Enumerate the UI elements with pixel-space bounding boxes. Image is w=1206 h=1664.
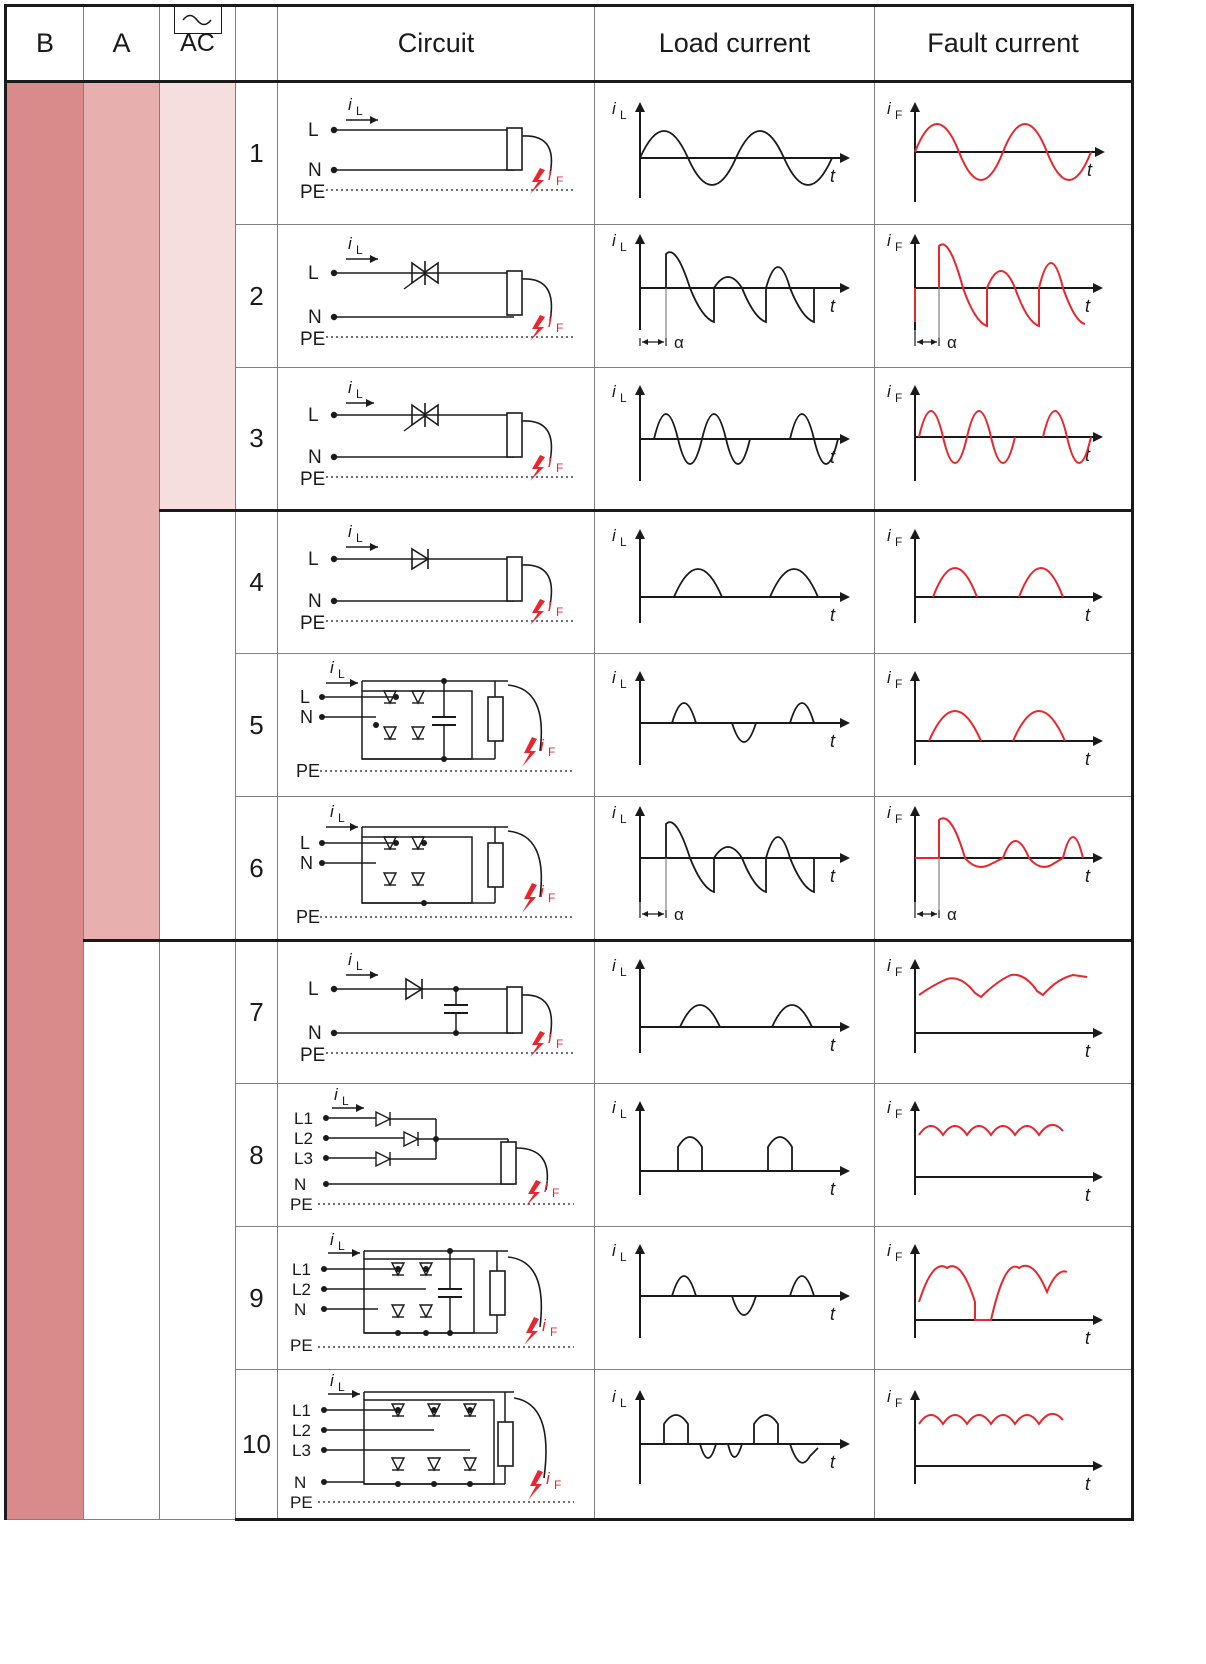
svg-text:F: F (895, 812, 903, 826)
load-current-8 (595, 1084, 875, 1227)
header-circuit: Circuit (278, 6, 595, 82)
svg-text:i: i (611, 1241, 616, 1260)
fault-current-3 (875, 368, 1133, 511)
svg-text:i: i (546, 1469, 550, 1488)
svg-text:L2: L2 (292, 1280, 311, 1299)
svg-text:F: F (556, 1036, 564, 1051)
svg-text:t: t (829, 1304, 835, 1324)
svg-text:F: F (895, 1250, 903, 1264)
svg-text:F: F (895, 1107, 903, 1121)
svg-text:i: i (611, 803, 616, 822)
svg-text:i: i (334, 1085, 338, 1104)
row-number: 3 (236, 368, 278, 511)
svg-text:F: F (556, 604, 564, 619)
svg-text:PE: PE (290, 1195, 313, 1214)
svg-text:i: i (540, 736, 544, 755)
svg-text:t: t (829, 866, 835, 886)
svg-text:L: L (300, 687, 311, 707)
alpha-label: α (947, 905, 957, 924)
svg-text:L: L (356, 530, 363, 545)
svg-text:i: i (548, 312, 552, 331)
svg-text:L: L (619, 677, 627, 691)
fault-current-8 (875, 1084, 1133, 1227)
svg-text:L: L (619, 1250, 627, 1264)
svg-text:F: F (895, 534, 903, 549)
circuit-diagram-2 (278, 225, 595, 368)
svg-text:t: t (1085, 749, 1091, 769)
header-row-number (236, 6, 278, 82)
svg-text:L: L (338, 667, 345, 681)
svg-text:L: L (356, 958, 363, 973)
svg-text:i: i (548, 595, 552, 615)
svg-text:i: i (330, 1371, 334, 1390)
svg-text:N: N (294, 1175, 307, 1194)
svg-text:i: i (611, 668, 616, 687)
svg-text:t: t (829, 731, 835, 751)
type-b-column (6, 82, 84, 1520)
svg-text:N: N (300, 853, 313, 873)
svg-text:t: t (1085, 296, 1091, 316)
svg-text:F: F (556, 173, 564, 188)
svg-text:F: F (895, 107, 903, 122)
load-current-5 (595, 654, 875, 797)
svg-text:L2: L2 (294, 1129, 313, 1148)
svg-text:L: L (338, 1239, 345, 1253)
svg-text:F: F (550, 1325, 558, 1339)
svg-text:F: F (895, 390, 903, 405)
svg-text:PE: PE (300, 468, 326, 490)
svg-text:t: t (1085, 1328, 1091, 1348)
svg-text:i: i (611, 1098, 616, 1117)
svg-text:t: t (1085, 1185, 1091, 1205)
svg-text:t: t (1085, 604, 1091, 625)
svg-text:t: t (1085, 1040, 1091, 1061)
svg-text:i: i (544, 1177, 548, 1196)
rcd-type-table-page (0, 4, 1206, 1664)
svg-text:L: L (338, 811, 345, 825)
table-row (6, 941, 1133, 1084)
table-row (6, 511, 1133, 654)
svg-text:i: i (611, 1387, 616, 1406)
svg-text:i: i (887, 1387, 891, 1406)
svg-text:N: N (300, 707, 313, 727)
fault-current-7 (875, 941, 1133, 1084)
table-row (6, 82, 1133, 225)
svg-text:L: L (619, 390, 627, 405)
svg-text:i: i (330, 658, 334, 677)
type-ac-empty (160, 511, 236, 941)
load-current-10 (595, 1370, 875, 1520)
svg-text:i: i (611, 381, 616, 401)
svg-text:PE: PE (300, 1044, 326, 1066)
load-current-6 (595, 797, 875, 941)
fault-current-5 (875, 654, 1133, 797)
svg-text:F: F (548, 745, 556, 759)
circuit-diagram-5 (278, 654, 595, 797)
svg-text:L: L (356, 386, 363, 401)
circuit-diagram-6 (278, 797, 595, 941)
svg-text:t: t (829, 296, 835, 316)
svg-text:L: L (342, 1094, 349, 1108)
fault-current-2 (875, 225, 1133, 368)
svg-text:i: i (887, 668, 891, 687)
svg-text:L1: L1 (294, 1109, 313, 1128)
row-number: 1 (236, 82, 278, 225)
svg-text:N: N (308, 590, 322, 612)
svg-text:t: t (829, 604, 835, 625)
svg-text:L: L (356, 103, 363, 118)
svg-text:L1: L1 (292, 1401, 311, 1420)
svg-text:L: L (619, 534, 627, 549)
svg-text:F: F (552, 1186, 560, 1200)
svg-text:i: i (887, 1241, 891, 1260)
svg-text:PE: PE (300, 329, 326, 350)
fault-current-9 (875, 1227, 1133, 1370)
load-current-7 (595, 941, 875, 1084)
svg-text:i: i (887, 955, 891, 975)
svg-text:PE: PE (296, 907, 321, 927)
svg-text:L: L (338, 1380, 345, 1394)
row-number: 4 (236, 511, 278, 654)
type-ac-column (160, 82, 236, 511)
svg-text:N: N (308, 1022, 322, 1044)
svg-text:t: t (829, 446, 835, 467)
header-type-ac: AC (160, 6, 236, 82)
load-current-9 (595, 1227, 875, 1370)
load-current-3 (595, 368, 875, 511)
svg-text:L3: L3 (294, 1149, 313, 1168)
svg-text:i: i (548, 451, 552, 471)
svg-text:i: i (540, 882, 544, 901)
svg-text:L: L (619, 812, 627, 826)
header-type-a: A (84, 6, 160, 82)
svg-text:L: L (619, 1107, 627, 1121)
svg-text:F: F (556, 460, 564, 475)
fault-current-6 (875, 797, 1133, 941)
svg-text:L: L (619, 107, 627, 122)
svg-text:i: i (887, 525, 891, 545)
svg-text:i: i (548, 164, 552, 184)
svg-text:PE: PE (296, 761, 321, 781)
svg-text:i: i (348, 521, 352, 541)
svg-text:PE: PE (300, 181, 326, 203)
svg-text:L1: L1 (292, 1260, 311, 1279)
circuit-diagram-7 (278, 941, 595, 1084)
svg-text:F: F (895, 240, 903, 254)
svg-text:i: i (348, 949, 352, 969)
row-number: 6 (236, 797, 278, 941)
row-number: 2 (236, 225, 278, 368)
svg-text:L2: L2 (292, 1421, 311, 1440)
circuit-diagram-3 (278, 368, 595, 511)
svg-text:PE: PE (290, 1336, 313, 1355)
svg-text:i: i (887, 1098, 891, 1117)
svg-text:L: L (619, 964, 627, 979)
svg-text:i: i (611, 525, 616, 545)
fault-current-10 (875, 1370, 1133, 1520)
svg-text:PE: PE (290, 1493, 313, 1512)
svg-text:t: t (829, 1452, 835, 1472)
svg-text:F: F (895, 1396, 903, 1410)
svg-text:i: i (548, 1027, 552, 1047)
svg-text:t: t (829, 1034, 835, 1055)
load-current-2 (595, 225, 875, 368)
svg-text:N: N (308, 159, 322, 181)
svg-text:F: F (895, 677, 903, 691)
svg-text:i: i (611, 955, 616, 975)
alpha-label: α (673, 905, 684, 924)
row-number: 8 (236, 1084, 278, 1227)
svg-text:t: t (1085, 866, 1091, 886)
svg-text:L: L (308, 119, 319, 141)
svg-text:i: i (611, 231, 616, 250)
svg-text:L: L (619, 240, 627, 254)
svg-text:i: i (348, 377, 352, 397)
circuit-diagram-8 (278, 1084, 595, 1227)
svg-text:t: t (829, 1179, 835, 1199)
type-a-column (84, 82, 160, 941)
load-current-4 (595, 511, 875, 654)
svg-text:L: L (308, 548, 319, 570)
circuit-diagram-10 (278, 1370, 595, 1520)
type-a-empty (84, 941, 160, 1520)
svg-text:F: F (556, 321, 564, 335)
circuit-diagram-1 (278, 82, 595, 225)
type-ac-empty-2 (160, 941, 236, 1520)
header-fault-current: Fault current (875, 6, 1133, 82)
svg-text:i: i (330, 1230, 334, 1249)
header-load-current: Load current (595, 6, 875, 82)
svg-text:F: F (554, 1478, 562, 1492)
row-number: 5 (236, 654, 278, 797)
alpha-label: α (673, 333, 684, 352)
svg-text:L: L (356, 243, 363, 257)
svg-text:i: i (542, 1316, 546, 1335)
circuit-diagram-9 (278, 1227, 595, 1370)
row-number: 9 (236, 1227, 278, 1370)
svg-text:N: N (294, 1300, 307, 1319)
svg-text:i: i (348, 94, 352, 114)
svg-text:N: N (308, 307, 322, 328)
svg-text:i: i (348, 234, 352, 253)
svg-text:t: t (1085, 1474, 1091, 1494)
svg-text:F: F (895, 964, 903, 979)
fault-current-1 (875, 82, 1133, 225)
svg-text:F: F (548, 891, 556, 905)
row-number: 7 (236, 941, 278, 1084)
svg-text:L: L (619, 1396, 627, 1410)
svg-text:L: L (300, 833, 311, 853)
svg-text:i: i (611, 98, 616, 118)
rcd-types-table (4, 4, 1134, 1521)
svg-text:i: i (330, 802, 334, 821)
svg-text:N: N (294, 1473, 307, 1492)
svg-text:i: i (887, 381, 891, 401)
svg-text:L3: L3 (292, 1441, 311, 1460)
svg-text:i: i (887, 803, 891, 822)
svg-text:i: i (887, 231, 891, 250)
svg-text:N: N (308, 446, 322, 468)
fault-current-4 (875, 511, 1133, 654)
svg-text:i: i (887, 98, 891, 118)
circuit-diagram-4 (278, 511, 595, 654)
row-number: 10 (236, 1370, 278, 1520)
load-current-1 (595, 82, 875, 225)
header-type-b: B (6, 6, 84, 82)
svg-text:L: L (308, 978, 319, 1000)
svg-text:L: L (308, 263, 319, 284)
svg-text:t: t (1085, 444, 1091, 465)
svg-text:t: t (829, 165, 835, 186)
svg-text:t: t (1087, 159, 1093, 180)
svg-text:PE: PE (300, 612, 326, 634)
alpha-label: α (947, 333, 957, 352)
svg-text:L: L (308, 404, 319, 426)
